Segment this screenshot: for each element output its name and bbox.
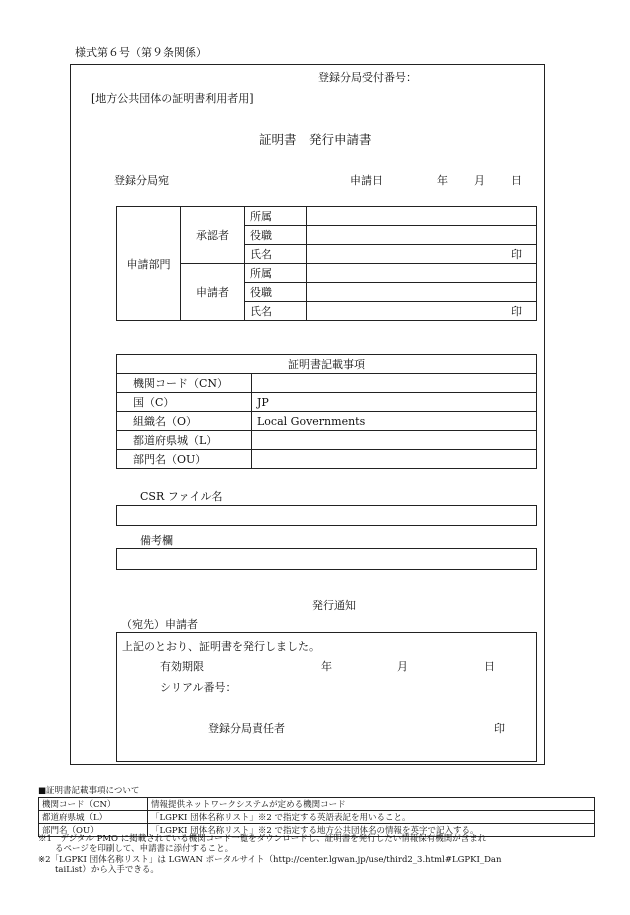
- approver-position-label: 役職: [245, 226, 307, 245]
- form-number: 様式第６号（第９条関係）: [75, 46, 207, 59]
- applicant-name-field[interactable]: [307, 302, 537, 321]
- cert-row-label: 組織名（O）: [117, 412, 252, 431]
- reception-number-label: 登録分局受付番号：: [318, 71, 417, 84]
- addressee: 登録分局宛: [114, 174, 169, 187]
- note-value: 情報提供ネットワークシステムが定める機関コード: [148, 798, 595, 811]
- applicant-position-field[interactable]: [307, 283, 537, 302]
- applicant-affiliation-label: 所属: [245, 264, 307, 283]
- cert-row-label: 部門名（OU）: [117, 450, 252, 469]
- user-type-label: [地方公共団体の証明書利用者用]: [91, 92, 254, 105]
- cert-items-table: [116, 354, 537, 469]
- locality-value[interactable]: [252, 431, 537, 450]
- approver-seal-mark: 印: [511, 248, 522, 261]
- validity-month: 月: [397, 660, 408, 673]
- footnote-2: ※2「LGPKI 団体名称リスト」は LGWAN ポータルサイト（http://center.lgwan.jp/use/third2_3.html#LGPKI_Dan: [38, 855, 502, 865]
- applicant-seal-mark: 印: [511, 305, 522, 318]
- notice-body: 上記のとおり、証明書を発行しました。: [122, 640, 320, 653]
- validity-year: 年: [321, 660, 332, 673]
- cert-row-label: 機関コード（CN）: [117, 374, 252, 393]
- validity-day: 日: [484, 660, 495, 673]
- form-title: 証明書 発行申請書: [259, 132, 372, 147]
- officer-seal-mark: 印: [494, 722, 505, 735]
- csr-filename-field[interactable]: [116, 505, 537, 526]
- applicant-name-label: 氏名: [245, 302, 307, 321]
- approver-label: 承認者: [181, 207, 245, 264]
- serial-number-label: シリアル番号：: [160, 681, 237, 694]
- note-key: 部門名（OU）: [39, 824, 148, 837]
- notes-table: [38, 797, 595, 837]
- cert-row-label: 国（C）: [117, 393, 252, 412]
- note-key: 機関コード（CN）: [39, 798, 148, 811]
- notes-heading: ■証明書記載事項について: [38, 786, 140, 796]
- applicant-label: 申請者: [181, 264, 245, 321]
- cert-row-label: 都道府県城（L）: [117, 431, 252, 450]
- org-value[interactable]: Local Governments: [252, 412, 537, 431]
- remarks-field[interactable]: [116, 548, 537, 570]
- cert-items-header: 証明書記載事項: [117, 355, 537, 374]
- apply-year-label: 年: [437, 174, 448, 187]
- issue-notice-box: [116, 632, 537, 762]
- csr-label: CSR ファイル名: [140, 490, 223, 503]
- applicant-position-label: 役職: [245, 283, 307, 302]
- apply-month-label: 月: [474, 174, 485, 187]
- note-key: 都道府県城（L）: [39, 811, 148, 824]
- approver-name-field[interactable]: [307, 245, 537, 264]
- approver-affiliation-label: 所属: [245, 207, 307, 226]
- footnote-1: ※1 デジタル PMO に掲載されている機関コード一覧をダウンロードし、証明書を発行したい情報保有機関が含まれ: [38, 834, 487, 844]
- dept-group-label: 申請部門: [117, 207, 181, 321]
- note-value: 「LGPKI 団体名称リスト」※2 で指定する地方公共団体名の情報を英字で記入する。: [148, 824, 595, 837]
- country-value[interactable]: JP: [252, 393, 537, 412]
- notice-title: 発行通知: [312, 599, 356, 612]
- remarks-label: 備考欄: [140, 534, 173, 547]
- applicant-affiliation-field[interactable]: [307, 264, 537, 283]
- approver-position-field[interactable]: [307, 226, 537, 245]
- officer-label: 登録分局責任者: [208, 722, 285, 735]
- note-value: 「LGPKI 団体名称リスト」※2 で指定する英語表記を用いること。: [148, 811, 595, 824]
- footnote-2-cont: taiList）から入手できる。: [55, 865, 159, 875]
- department-table: [116, 206, 537, 321]
- cn-value[interactable]: [252, 374, 537, 393]
- ou-value[interactable]: [252, 450, 537, 469]
- approver-affiliation-field[interactable]: [307, 207, 537, 226]
- apply-day-label: 日: [511, 174, 522, 187]
- approver-name-label: 氏名: [245, 245, 307, 264]
- validity-label: 有効期限: [160, 660, 204, 673]
- apply-date-label: 申請日: [350, 174, 383, 187]
- footnote-1-cont: るページを印刷して、申請書に添付すること。: [55, 844, 234, 854]
- notice-addressee: （宛先）申請者: [121, 618, 198, 631]
